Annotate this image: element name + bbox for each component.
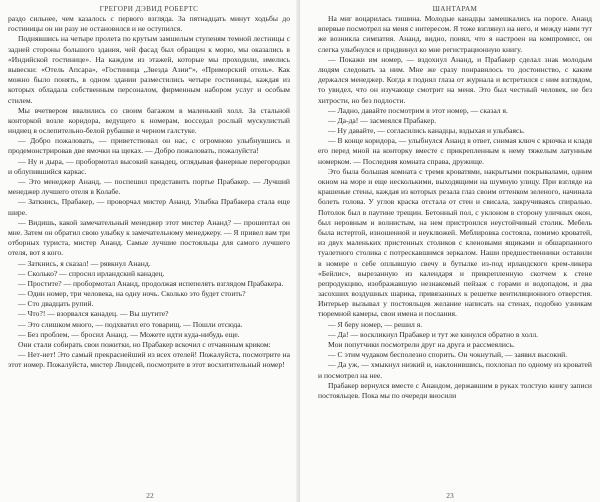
paragraph: — Один номер, три человека, на одну ночь. Сколько это будет стоить? <box>18 289 246 299</box>
paragraph: — Без проблем, — бросил Ананд. — Можете идти куда-нибудь еще. <box>18 329 240 339</box>
left-running-head: ГРЕГОРИ ДЭВИД РОБЕРТС <box>99 5 199 13</box>
paragraph: — Да! — воскликнул Прабакер и тут же кинулся обратно в холл. <box>328 329 539 339</box>
paragraph: — С этим чудаком бесполезно спорить. Он чокнутый, — заявил высокий. <box>328 350 568 360</box>
paragraph: На миг воцарилась тишина. Молодые канадцы замешкались на пороге. Ананд впервые посмотрел на меня с интересом. Я тоже взглянул на него, и между нами тут же возникла симпатия. Ананд, видно, понял, что я настроен на компромисс, он слегка улыбнулся и придвинул ко мне регистрационную книгу. <box>318 14 592 54</box>
left-page-text <box>8 14 290 492</box>
paragraph: — Нет-нет! Это самый прекраснейший из всех отелей! Пожалуйста, посмотрите на этот номер. Пожалуйста, мистер Линдсей, посмотрите в этот восхитительный номер! <box>8 350 290 370</box>
paragraph: — Покажи им номер, — вздохнул Ананд, и Прабакер сделал знак молодым людям следовать за ним. Мне же сразу понравилось то достоинство, с каким держался менеджер. Когда я поднял глаза от журнала и встретился с ним взглядом, то увидел, что он изучающе смотрит на меня. Это был честный человек, не без хитрости, но без подлости. <box>318 54 592 105</box>
paragraph: — Ладно, давайте посмотрим в этот номер, — сказал я. <box>328 105 508 115</box>
right-page <box>300 0 600 502</box>
paragraph: — Заткнись, я сказал! — рявкнул Ананд. <box>18 258 151 268</box>
right-page-text <box>318 14 592 492</box>
paragraph: — Это слишком много, — подхватил его товарищ. — Пошли отсюда. <box>18 319 243 329</box>
paragraph: — Я беру номер, — решил я. <box>328 319 423 329</box>
paragraph: — Ну и дыра, — пробормотал высокий канадец, оглядывая фанерные перегородки и облупившийся каркас. <box>8 156 290 176</box>
paragraph: Мы вчетвером ввалились со своим багажом в маленький холл. За стальной конторкой возле коридора, ведущего к номерам, восседал рослый мускулистый индиец в ослепительно-белой рубашке и черном галстуке. <box>8 105 290 136</box>
left-page-number: 22 <box>146 491 154 500</box>
paragraph: Прабакер вернулся вместе с Анандом, державшим в руках толстую книгу записи постояльцев. Пока мы по очереди вносили <box>318 380 592 400</box>
paragraph: — Добро пожаловать, — приветствовал он нас, с огромною улыбнувшись и продемонстрировав две ямочки на щеках. — Добро пожаловать, пожалуйста! <box>8 136 290 156</box>
paragraph: — Что?! — взорвался канадец. — Вы шутите? <box>18 309 169 319</box>
paragraph: — Сто двадцать рупий. <box>18 299 94 309</box>
paragraph: Они стали собирать свои пожитки, но Прабакер вскочил с отчаянным криком: <box>18 340 271 349</box>
paragraph: Мои попутчики посмотрели друг на друга и рассмеялись. <box>328 340 515 349</box>
paragraph: раздо сильнее, чем казалось с первого взгляда. За пятнадцать минут ходьбы до гостиницы он ни разу не остановился и не оступился. <box>8 14 290 34</box>
right-page-number: 23 <box>446 491 454 500</box>
paragraph: — Да-да! — засмеялся Прабакер. <box>328 115 437 125</box>
paragraph: — Простите? — пробормотал Ананд, продолжая испепелять взглядом Прабакера. <box>18 278 284 288</box>
paragraph: — Это менеджер Ананд, — поспешил представить портье Прабакер. — Лучший менеджер лучшего отеля в Колабе. <box>8 177 290 197</box>
paragraph: — Ну давайте, — согласились канадцы, вздыхая и улыбаясь. <box>328 126 525 136</box>
paragraph: — Сколько? — спросил ирландский канадец. <box>18 268 165 278</box>
paragraph: — В конце коридора, — улыбнулся Ананд в ответ, снимая ключ с крючка и кладя его перед мной на конторку вместе с прикрепленным к нему тяжелым латунным номерком. — Последняя комната справа, дружище. <box>318 136 592 166</box>
paragraph: — Заткнись, Прабакер, — проворчал мистер Ананд. Улыбка Прабакера стала еще шире. <box>8 197 290 217</box>
paragraph: Это была большая комната с тремя кроватями, накрытыми покрывалами, одним окном на море и еще несколькими, выходящими на шумную улицу. При взгляде на крашеные стены, каждая из которых резала глаз своим оттенком зеленого, начинала болеть голова. У углов краска отстала от стен и свисала, закручиваясь спиралью. Потолок был в паутине трещин. Бетонный пол, с уклоном в сторону уличных окон, был неровным и волнистым, на нем пристроился неустойчивый столик. Мебель была истертой, изношенной и неуклюжей. Меблировка состояла, помимо кроватей, из двух маленьких пристенных столиков с кленовыми ящиками и обшарпанного туалетного столика с потрескавшимся зеркалом. Наши предшественники оставили в номере о себе оплывшую свечу в бутылке из-под ирландского крем-ликера «Бейлис», вырезанную из календаря и прикрепленную скотчем к стене репродукцию, изображавшую незнакомый пейзаж с горами и водопадом, и два засохших воздушных шарика, привязанных к решетке вентиляционного отверстия. Интерьер вызывал у постояльцев желание написать на стенах, подобно узникам тюремной камеры, свои имена и послания. <box>318 166 592 319</box>
paragraph: — Видишь, какой замечательный менеджер этот мистер Ананд? — прошептал он мне. Затем он обратил свою улыбку к замечательному менеджеру. — Я привел вам три отборных туриста, мистер Ананд. Самые лучшие постояльцы для самого лучшего отеля, вот я кого. <box>8 217 290 258</box>
right-running-head: ШАНТАРАМ <box>432 5 478 13</box>
paragraph: Поднявшись на четыре пролета по крутым замшелым ступеням темной лестницы с задней стороны большого здания, чей фасад был обращен к морю, мы оказались в «Индийской гостинице». На каждом из этажей, которые мы проходили, имелись вывески: «Отель Апсара», «Гостиница „Звезда Азии“», «Приморский отель». Как можно было понять, в одном здании разместились четыре гостиницы, каждая из которых обладала собственным персоналом, фирменным набором услуг и особым стилем. <box>8 34 290 105</box>
paragraph: — Да уж, — хмыкнул низкий и, наклонившись, похлопал по одному из кроватей и посмотрел на нее. <box>318 360 592 380</box>
